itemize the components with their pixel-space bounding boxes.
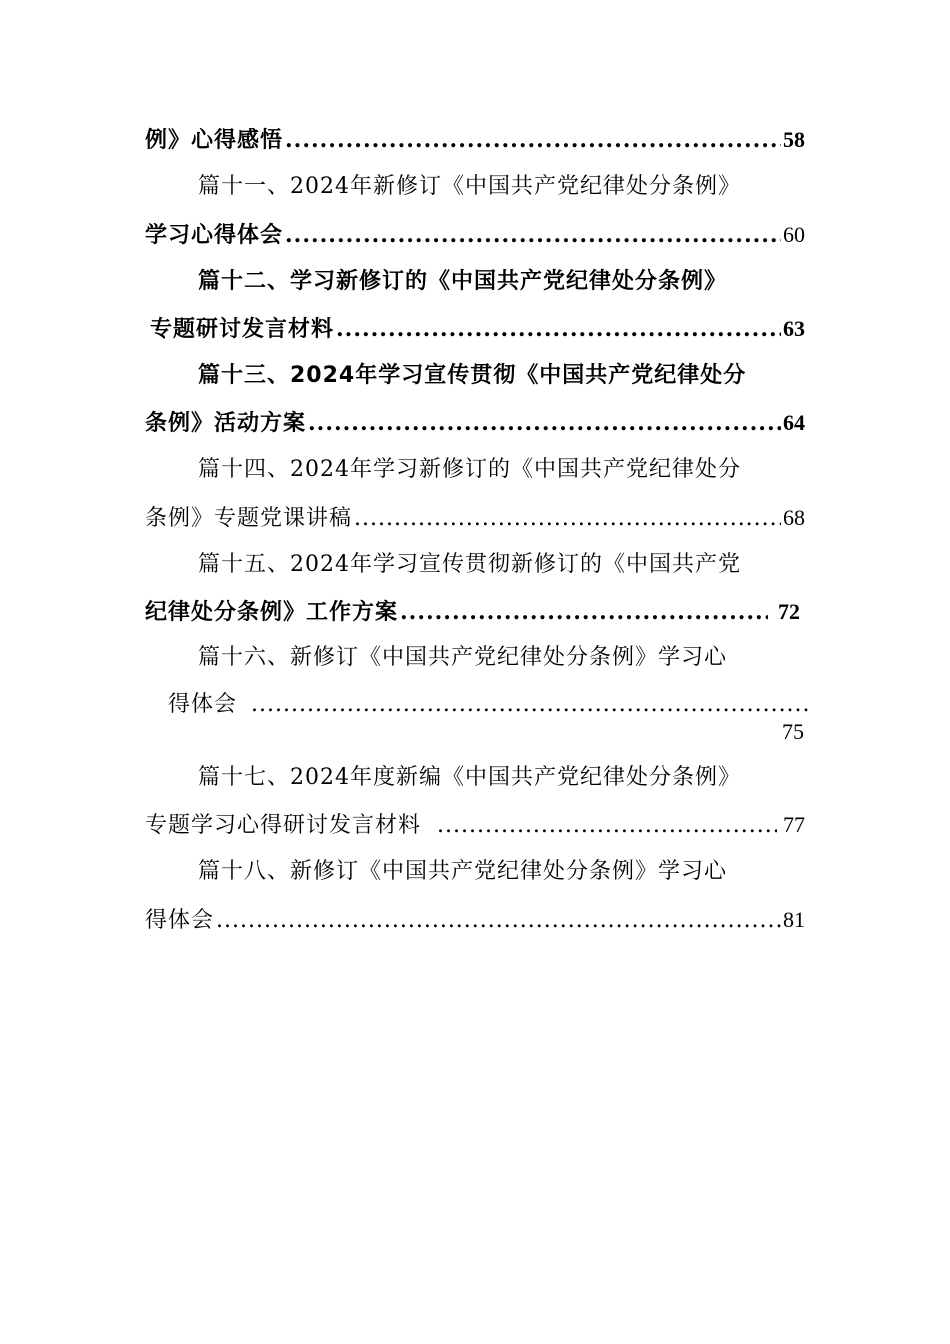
toc-entry-15-line-1[interactable]	[198, 549, 805, 581]
toc-entry-text: 篇十二、学习新修订的《中国共产党纪律处分条例》	[198, 269, 728, 294]
toc-entry-text: 篇十七、2024年度新编《中国共产党纪律处分条例》	[198, 765, 741, 790]
toc-entry-13-line-1[interactable]	[198, 360, 805, 392]
toc-entry-text: 纪律处分条例》工作方案	[145, 600, 399, 625]
toc-entry-text: 例》心得感悟	[145, 128, 284, 153]
toc-entry-12-line-2[interactable]	[150, 313, 805, 345]
toc-entry-14-line-2[interactable]	[145, 502, 805, 534]
toc-leader-dots	[285, 124, 781, 156]
toc-entry-text: 专题研讨发言材料	[150, 317, 335, 342]
toc-entry-text: 得体会	[168, 692, 238, 717]
toc-entry-text: 条例》专题党课讲稿	[145, 506, 353, 531]
toc-page-number: 63	[783, 316, 805, 341]
toc-entry-text: 学习心得体会	[145, 223, 284, 248]
toc-entry-12-line-1[interactable]	[198, 266, 805, 298]
toc-entry-10-line-2[interactable]	[145, 124, 805, 156]
toc-entry-text: 篇十四、2024年学习新修订的《中国共产党纪律处分	[198, 457, 741, 482]
toc-entry-text: 条例》活动方案	[145, 411, 307, 436]
toc-leader-dots	[251, 689, 808, 721]
toc-page-number: 68	[783, 505, 805, 530]
toc-page-number: 81	[783, 907, 805, 932]
toc-entry-text: 篇十八、新修订《中国共产党纪律处分条例》学习心	[198, 859, 728, 884]
toc-leader-dots	[354, 503, 781, 535]
toc-entry-11-line-2[interactable]	[145, 219, 805, 251]
toc-entry-text: 篇十五、2024年学习宣传贯彻新修订的《中国共产党	[198, 552, 741, 577]
toc-entry-text: 得体会	[145, 908, 215, 933]
toc-entry-17-line-2[interactable]	[145, 809, 805, 841]
toc-entry-text: 篇十一、2024年新修订《中国共产党纪律处分条例》	[198, 174, 741, 199]
toc-entry-16-line-2[interactable]	[168, 689, 810, 721]
toc-entry-14-line-1[interactable]	[198, 454, 805, 486]
toc-leader-dots	[308, 407, 781, 439]
toc-leader-dots	[336, 313, 781, 345]
toc-entry-text: 篇十六、新修订《中国共产党纪律处分条例》学习心	[198, 645, 728, 670]
toc-entry-13-line-2[interactable]	[145, 407, 805, 439]
toc-page-number: 58	[783, 127, 805, 152]
toc-page-number: 60	[783, 222, 805, 247]
toc-entry-18-line-2[interactable]	[145, 904, 805, 936]
toc-leader-dots	[216, 905, 781, 937]
toc-page-number: 75	[782, 719, 804, 744]
toc-entry-18-line-1[interactable]	[198, 856, 805, 888]
toc-entry-16-line-1[interactable]	[198, 642, 805, 674]
toc-page-number: 77	[783, 812, 805, 837]
toc-leader-dots	[285, 219, 781, 251]
toc-entry-text: 篇十三、2024年学习宣传贯彻《中国共产党纪律处分	[198, 363, 747, 388]
toc-entry-17-line-1[interactable]	[198, 762, 805, 794]
toc-entry-text: 专题学习心得研讨发言材料	[145, 813, 422, 838]
toc-page-number: 72	[778, 599, 800, 624]
toc-entry-15-line-2[interactable]	[145, 596, 800, 628]
toc-leader-dots	[437, 810, 777, 842]
toc-leader-dots	[400, 596, 768, 628]
toc-entry-11-line-1[interactable]	[198, 171, 805, 203]
toc-page-number: 64	[783, 410, 805, 435]
